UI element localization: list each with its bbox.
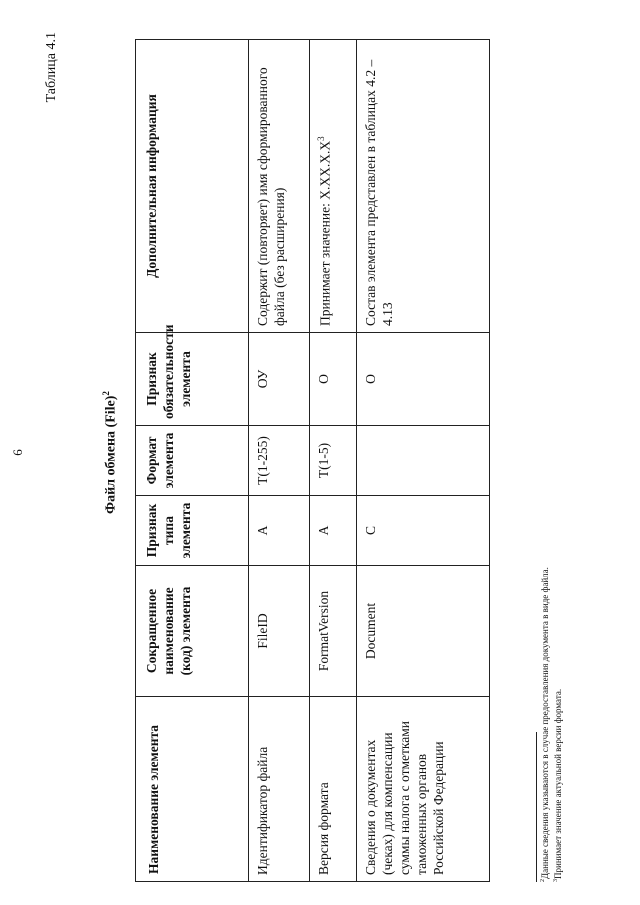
- cell-format: [357, 426, 490, 496]
- cell-required: О: [310, 333, 357, 426]
- table-row: [357, 40, 490, 882]
- cell-info: Содержит (повторяет) имя сформированного файла (без расширения): [249, 40, 310, 333]
- cell-info-text: Принимает значение: X.XX.X.X: [317, 140, 333, 326]
- cell-type: А: [310, 496, 357, 566]
- table-header-row: [136, 40, 249, 882]
- footnote-divider: [536, 732, 537, 882]
- cell-info: [310, 40, 357, 333]
- cell-name: Сведения о документах (чеках) для компенсации суммы налога с отметками таможенных органов Российской Федерации: [357, 697, 490, 882]
- file-elements-table: [135, 39, 490, 882]
- table-label: Таблица 4.1: [44, 32, 59, 103]
- cell-required: О: [357, 333, 490, 426]
- cell-format: T(1-255): [249, 426, 310, 496]
- title-text: Файл обмена (File): [103, 395, 119, 514]
- cell-name: Идентификатор файла: [249, 697, 310, 882]
- header-element-required: Признак обязательности элемента: [136, 333, 249, 426]
- title-footnote-ref: 2: [101, 391, 111, 396]
- cell-name: Версия формата: [310, 697, 357, 882]
- cell-type: А: [249, 496, 310, 566]
- table-row: [249, 40, 310, 882]
- cell-code: Document: [357, 566, 490, 697]
- header-additional-info: Дополнительная информация: [136, 40, 249, 333]
- footnote: [540, 567, 550, 882]
- header-element-format: Формат элемента: [136, 426, 249, 496]
- header-element-type: Признак типа элемента: [136, 496, 249, 566]
- footnote: [553, 689, 563, 882]
- cell-code: FileID: [249, 566, 310, 697]
- cell-code: FormatVersion: [310, 566, 357, 697]
- cell-info: Состав элемента представлен в таблицах 4.2 – 4.13: [357, 40, 490, 333]
- info-footnote-ref: 3: [316, 136, 326, 141]
- cell-required: ОУ: [249, 333, 310, 426]
- footnote-text: Данные сведения указываются в случае предоставления документа в виде файла.: [540, 567, 550, 879]
- footnote-number: 2: [540, 879, 546, 882]
- page-number: 6: [10, 449, 25, 456]
- footnote-number: 3: [553, 879, 559, 882]
- table-row: [310, 40, 357, 882]
- footnote-text: Принимает значение актуальной версии формата.: [553, 688, 563, 879]
- table-title: [101, 0, 120, 905]
- cell-format: T(1-5): [310, 426, 357, 496]
- header-element-name: Наименование элемента: [136, 697, 249, 882]
- cell-type: С: [357, 496, 490, 566]
- header-element-code: Сокращенное наименование (код) элемента: [136, 566, 249, 697]
